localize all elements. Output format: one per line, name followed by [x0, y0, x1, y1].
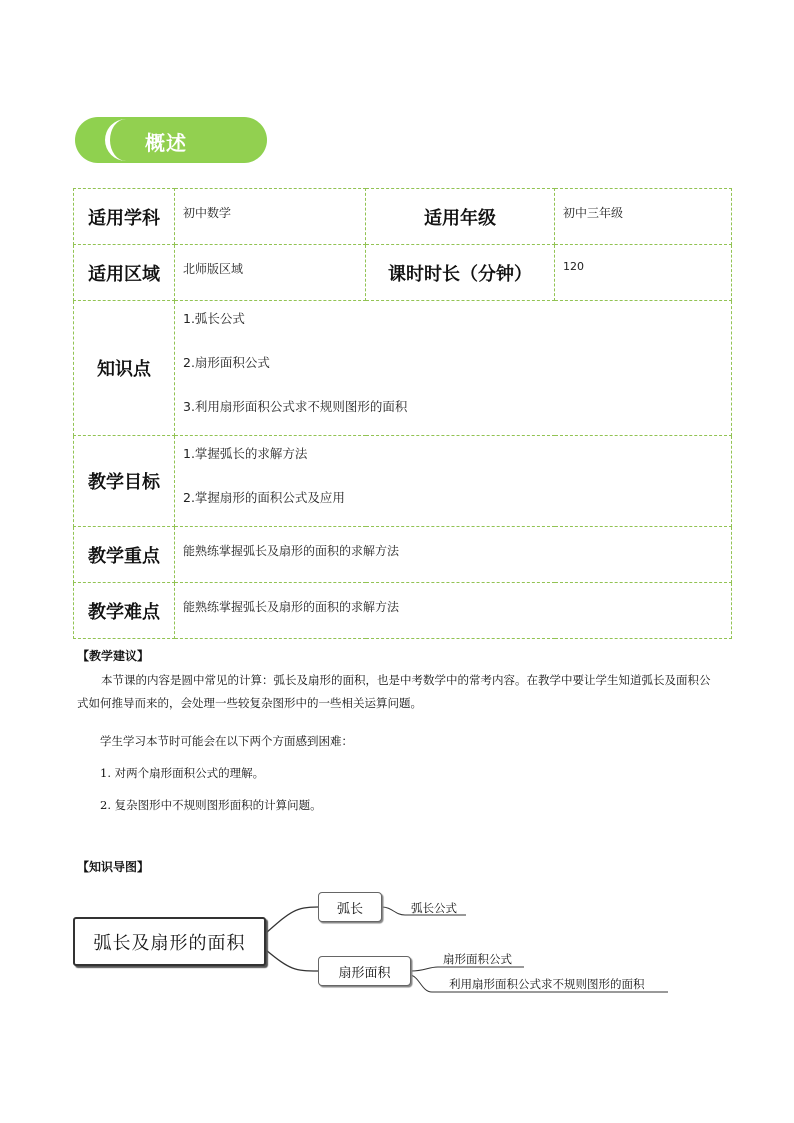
suggestion-paragraph [77, 669, 717, 715]
knowledge-item: 2.扇形面积公式 [183, 355, 270, 370]
goal-label: 教学目标 [74, 436, 175, 527]
knowledge-item: 1.弧长公式 [183, 311, 245, 326]
connector-sector-leaf1 [411, 967, 524, 971]
mindmap-node-sector-area: 扇形面积 [318, 956, 411, 986]
section-title: 概述 [145, 131, 187, 155]
focus-value: 能熟练掌握弧长及扇形的面积的求解方法 [175, 527, 732, 583]
mindmap-leaf-sector-formula: 扇形面积公式 [443, 952, 512, 966]
grade-value: 初中三年级 [555, 189, 732, 245]
subject-label: 适用学科 [74, 189, 175, 245]
difficulty-label: 教学难点 [74, 583, 175, 639]
knowledge-list [175, 301, 732, 436]
difficulty-value: 能熟练掌握弧长及扇形的面积的求解方法 [175, 583, 732, 639]
duration-label: 课时时长（分钟） [366, 245, 555, 301]
connector-root-arc [266, 907, 318, 933]
region-value: 北师版区域 [175, 245, 366, 301]
section-banner [75, 117, 267, 163]
region-label: 适用区域 [74, 245, 175, 301]
knowledge-item: 3.利用扇形面积公式求不规则图形的面积 [183, 399, 408, 414]
overview-table [73, 188, 732, 639]
goal-list [175, 436, 732, 527]
mindmap-heading: 【知识导图】 [77, 860, 150, 874]
subject-value: 初中数学 [175, 189, 366, 245]
mindmap-leaf-arc-formula: 弧长公式 [411, 901, 457, 915]
difficulty-point: 1. 对两个扇形面积公式的理解。 [100, 766, 265, 780]
goal-item: 1.掌握弧长的求解方法 [183, 446, 308, 461]
focus-label: 教学重点 [74, 527, 175, 583]
goal-item: 2.掌握扇形的面积公式及应用 [183, 490, 345, 505]
grade-label: 适用年级 [366, 189, 555, 245]
duration-value: 120 [555, 245, 732, 301]
difficulty-intro: 学生学习本节时可能会在以下两个方面感到困难： [100, 734, 353, 748]
mindmap-node-arc-length: 弧长 [318, 892, 382, 922]
difficulty-point: 2. 复杂图形中不规则图形面积的计算问题。 [100, 798, 322, 812]
suggestion-heading: 【教学建议】 [77, 649, 150, 663]
connector-root-sector [266, 950, 318, 971]
suggestion-text: 本节课的内容是圆中常见的计算：弧长及扇形的面积，也是中考数学中的常考内容。在教学中要让学生知道弧长及面积公式如何推导而来的，会处理一些较复杂图形中的一些相关运算问题。 [77, 673, 711, 710]
knowledge-label: 知识点 [74, 301, 175, 436]
mindmap-root-node: 弧长及扇形的面积 [73, 917, 266, 966]
mindmap-leaf-irregular-area: 利用扇形面积公式求不规则图形的面积 [449, 977, 645, 991]
